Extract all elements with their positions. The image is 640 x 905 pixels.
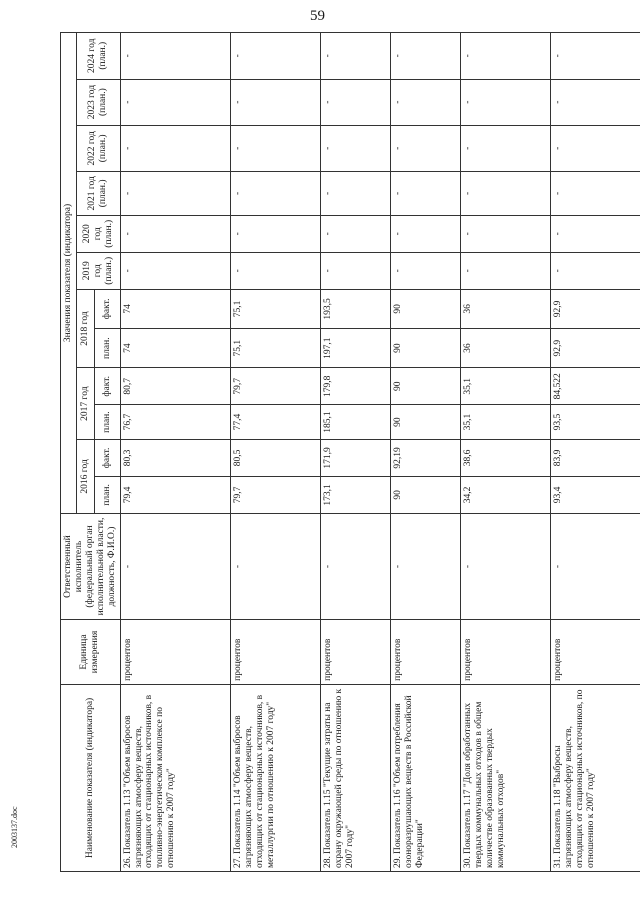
value-cell-y2019: - (461, 252, 551, 289)
executor-cell: - (120, 513, 230, 619)
header-plan: план. (94, 405, 120, 440)
value-cell-y2020: - (461, 215, 551, 252)
unit-cell: процентов (231, 620, 321, 685)
value-cell-y2020: - (120, 215, 230, 252)
value-cell-f2016: 171,9 (321, 439, 391, 476)
indicator-name-cell (120, 684, 230, 871)
value-cell-y2024: - (461, 33, 551, 80)
value-cell-p2016: 34,2 (461, 476, 551, 513)
table-row (551, 33, 640, 872)
value-cell-f2018: 90 (391, 289, 461, 328)
value-cell-y2024: - (321, 33, 391, 80)
indicators-table (60, 32, 640, 872)
table-row (120, 33, 230, 872)
value-cell-f2016: 83,9 (551, 439, 640, 476)
value-cell-f2016: 38,6 (461, 439, 551, 476)
header-2017: 2017 год (76, 368, 94, 440)
value-cell-y2021: - (231, 171, 321, 215)
indicator-name: Показатель 1.13 "Объем выбросов загрязняющих атмосферу веществ, отходящих от стационарных источников, в топливно-энергетическом комплексе по отношению к 2007 году" (122, 694, 177, 868)
value-cell-f2017: 179,8 (321, 368, 391, 405)
value-cell-y2019: - (231, 252, 321, 289)
executor-cell: - (321, 513, 391, 619)
unit-cell: процентов (461, 620, 551, 685)
header-fact: факт. (94, 289, 120, 328)
row-number: 29. (393, 856, 404, 868)
value-cell-y2023: - (321, 79, 391, 125)
value-cell-y2020: - (551, 215, 640, 252)
value-cell-p2017: 90 (391, 405, 461, 440)
header-2021: 2021 год (план.) (76, 171, 120, 215)
value-cell-y2023: - (231, 79, 321, 125)
value-cell-f2018: 193,5 (321, 289, 391, 328)
value-cell-f2018: 36 (461, 289, 551, 328)
header-2020: 2020 год (план.) (76, 215, 120, 252)
page-number: 59 (310, 8, 325, 24)
value-cell-p2016: 79,4 (120, 476, 230, 513)
value-cell-y2023: - (551, 79, 640, 125)
executor-cell: - (231, 513, 321, 619)
header-values: Значения показателя (индикатора) (61, 33, 77, 514)
value-cell-y2021: - (391, 171, 461, 215)
value-cell-p2017: 35,1 (461, 405, 551, 440)
value-cell-p2018: 75,1 (231, 329, 321, 368)
value-cell-f2017: 35,1 (461, 368, 551, 405)
value-cell-y2024: - (551, 33, 640, 80)
value-cell-p2017: 185,1 (321, 405, 391, 440)
value-cell-f2018: 92,9 (551, 289, 640, 328)
unit-cell: процентов (551, 620, 640, 685)
value-cell-p2017: 77,4 (231, 405, 321, 440)
value-cell-p2018: 90 (391, 329, 461, 368)
row-number: 30. (463, 856, 474, 868)
value-cell-y2024: - (391, 33, 461, 80)
value-cell-f2017: 79,7 (231, 368, 321, 405)
header-2016: 2016 год (76, 439, 94, 513)
row-number: 27. (233, 856, 244, 868)
value-cell-y2022: - (461, 125, 551, 171)
header-name: Наименование показателя (индикатора) (61, 684, 121, 871)
value-cell-f2016: 80,5 (231, 439, 321, 476)
row-number: 28. (323, 856, 334, 868)
value-cell-y2021: - (551, 171, 640, 215)
unit-cell: процентов (321, 620, 391, 685)
value-cell-y2024: - (120, 33, 230, 80)
value-cell-y2022: - (551, 125, 640, 171)
value-cell-p2016: 79,7 (231, 476, 321, 513)
value-cell-y2019: - (391, 252, 461, 289)
table-row (461, 33, 551, 872)
value-cell-f2017: 90 (391, 368, 461, 405)
value-cell-p2018: 74 (120, 329, 230, 368)
header-fact: факт. (94, 368, 120, 405)
footer-filename: 2003137.doc (10, 806, 19, 848)
value-cell-p2016: 93,4 (551, 476, 640, 513)
indicator-name: Показатель 1.15 "Текущие затраты на охрану окружающей среды по отношению к 2007 году" (323, 688, 356, 868)
table-row (231, 33, 321, 872)
header-plan: план. (94, 476, 120, 513)
header-fact: факт. (94, 439, 120, 476)
header-2024: 2024 год (план.) (76, 33, 120, 80)
value-cell-y2022: - (391, 125, 461, 171)
value-cell-f2016: 80,3 (120, 439, 230, 476)
value-cell-p2018: 92,9 (551, 329, 640, 368)
header-executor: Ответственный исполнитель (федеральный орган исполнительной власти, должность, Ф.И.О.) (61, 513, 121, 619)
indicator-name: Показатель 1.18 "Выбросы загрязняющих атмосферу веществ, отходящих от стационарных источников, по отношению к 2007 году" (553, 689, 597, 868)
indicator-name: Показатель 1.17 "Доля обработанных твердых коммунальных отходов в общем количестве образованных твердых коммунальных отходов" (463, 701, 507, 868)
table-row (321, 33, 391, 872)
unit-cell: процентов (391, 620, 461, 685)
header-2022: 2022 год (план.) (76, 125, 120, 171)
value-cell-y2021: - (321, 171, 391, 215)
value-cell-y2019: - (551, 252, 640, 289)
header-2023: 2023 год (план.) (76, 79, 120, 125)
value-cell-y2022: - (120, 125, 230, 171)
value-cell-y2021: - (461, 171, 551, 215)
header-unit: Единица измерения (61, 620, 121, 685)
executor-cell: - (461, 513, 551, 619)
indicator-name-cell (461, 684, 551, 871)
value-cell-f2017: 84,522 (551, 368, 640, 405)
executor-cell: - (391, 513, 461, 619)
table-body (120, 33, 640, 872)
value-cell-y2019: - (321, 252, 391, 289)
table-row (391, 33, 461, 872)
executor-cell: - (551, 513, 640, 619)
value-cell-p2016: 173,1 (321, 476, 391, 513)
indicator-name: Показатель 1.16 "Объем потребления озоноразрушающих веществ в Российской Федерации" (393, 695, 426, 868)
header-plan: план. (94, 329, 120, 368)
value-cell-p2018: 36 (461, 329, 551, 368)
value-cell-y2022: - (231, 125, 321, 171)
indicator-name-cell (321, 684, 391, 871)
indicator-name: Показатель 1.14 "Объем выбросов загрязняющих атмосферу веществ, отходящих от стационарных источников, в металлургии по отношению к 2007 году" (233, 694, 276, 868)
value-cell-y2020: - (231, 215, 321, 252)
value-cell-y2021: - (120, 171, 230, 215)
value-cell-f2018: 74 (120, 289, 230, 328)
indicator-name-cell (551, 684, 640, 871)
value-cell-y2020: - (321, 215, 391, 252)
value-cell-p2017: 76,7 (120, 405, 230, 440)
value-cell-y2022: - (321, 125, 391, 171)
indicator-name-cell (231, 684, 321, 871)
rotated-table-container (60, 32, 640, 872)
value-cell-y2019: - (120, 252, 230, 289)
row-number: 31. (553, 856, 564, 868)
value-cell-y2023: - (120, 79, 230, 125)
value-cell-y2020: - (391, 215, 461, 252)
indicator-name-cell (391, 684, 461, 871)
header-2018: 2018 год (76, 289, 94, 368)
value-cell-f2016: 92,19 (391, 439, 461, 476)
value-cell-p2017: 93,5 (551, 405, 640, 440)
value-cell-p2018: 197,1 (321, 329, 391, 368)
value-cell-f2018: 75,1 (231, 289, 321, 328)
value-cell-y2023: - (461, 79, 551, 125)
header-2019: 2019 год (план.) (76, 252, 120, 289)
unit-cell: процентов (120, 620, 230, 685)
value-cell-y2024: - (231, 33, 321, 80)
row-number: 26. (122, 856, 133, 868)
value-cell-y2023: - (391, 79, 461, 125)
value-cell-f2017: 80,7 (120, 368, 230, 405)
value-cell-p2016: 90 (391, 476, 461, 513)
